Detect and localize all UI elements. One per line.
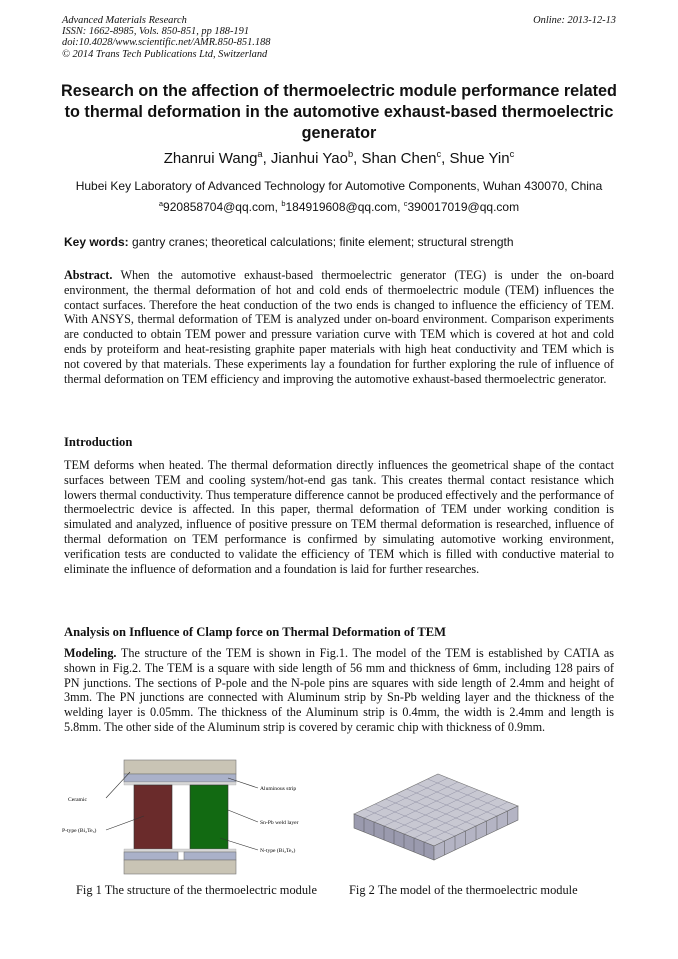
email-link[interactable]: 184919608@qq.com <box>285 200 398 214</box>
email-sup: c <box>403 199 408 208</box>
email-link[interactable]: 390017019@qq.com <box>407 200 520 214</box>
email-sup: b <box>281 199 286 208</box>
figure-1-structure-diagram <box>62 758 334 882</box>
figure-2-caption: Fig 2 The model of the thermoelectric module <box>349 883 578 897</box>
bottom-aluminous-strip-left <box>124 852 178 860</box>
issn: ISSN: 1662-8985, Vols. 850-851, pp 188-191 <box>62 26 250 38</box>
author: Jianhui Yao <box>270 150 348 167</box>
affiliation: Hubei Key Laboratory of Advanced Technology for Automotive Components, Wuhan 430070, China <box>75 179 603 193</box>
author: Zhanrui Wang <box>163 150 258 167</box>
journal-header <box>62 15 270 60</box>
paper-title: Research on the affection of thermoelectric module performance related to thermal deformation in the automotive exhaust-based thermoelectric generator <box>61 82 617 142</box>
snpb-leader <box>228 810 258 822</box>
analysis-heading: Analysis on Influence of Clamp force on Thermal Deformation of TEM <box>64 625 446 639</box>
journal-name: Advanced Materials Research <box>62 15 187 26</box>
author-sup: c <box>436 149 442 159</box>
author-list: Zhanrui Wang$^a$, Jianhui Yao$^b$, Shan Chen$^c$, Shue Yin$^c$ <box>163 149 515 167</box>
introduction-text: TEM deforms when heated. The thermal deformation directly influences the geometrical shape of the contact surfaces between TEM and cooling system/hot-end gas tank. This creates thermal contact resistance which lowers thermal conductivity. Thus temperature difference cannot be produced effectively and the performance of thermoelectric device is affected. In this paper, thermal deformation of TEM under working condition is simulated and analyzed, influence of positive pressure on TEM thermal deformation is researched, influence of thermal deformation on TEM performance is confirmed by simulating automotive working environment, verification tests are conducted to validate the efficiency of TEM which is filled with conductive material to eliminate the influence of deformation and a foundation is laid for further researches. <box>64 458 614 576</box>
email-link[interactable]: 920858704@qq.com <box>163 200 275 214</box>
modeling-paragraph <box>64 646 614 735</box>
author-sup: b <box>347 149 354 159</box>
email-list: $^a$920858704@qq.com, $^b$184919608@qq.com, $^c$390017019@qq.com <box>158 199 520 214</box>
top-aluminous-strip <box>124 774 236 782</box>
online-date: Online: 2013-12-13 <box>533 15 616 26</box>
doi: doi:10.4028/www.scientific.net/AMR.850-851.188 <box>62 37 271 49</box>
label-snpb: Sn-Pb weld layer <box>260 820 299 826</box>
bottom-weld-layer <box>124 849 236 852</box>
label-ceramic: Ceramic <box>68 797 87 803</box>
abstract-text: When the automotive exhaust-based thermoelectric generator (TEG) is under the on-board environment, the thermal deformation of hot and cold ends of thermoelectric module (TEM) influences the contact surfaces. Therefore the heat conduction of the two ends is changed to influence the efficiency of TEM. With ANSYS, thermal deformation of TEM is analyzed under on-board environment. Comparison experiments are conducted to obtain TEM power and pressure variation curve with TEM which is covered at hot and cold ends by proteiform and heat-resisting graphite paper materials with high heat conductivity and TEM which is not covered by that materials. These experiments lay a foundation for further exploring the rule of influence of thermal deformation on TEM efficiency and improving the automotive exhaust-based thermoelectric generator. <box>64 268 614 386</box>
keywords-label: Key words: <box>64 235 129 249</box>
author-sup: c <box>509 149 515 159</box>
abstract-label: Abstract. <box>64 268 113 282</box>
keywords <box>64 235 624 249</box>
author-sup: a <box>257 149 263 159</box>
email-sup: a <box>158 199 164 208</box>
label-ptype: P-type (Bi₂Te₃) <box>62 828 97 834</box>
keywords-text: gantry cranes; theoretical calculations; finite element; structural strength <box>132 235 514 249</box>
author: Shan Chen <box>361 150 437 167</box>
n-type-leg <box>190 785 228 849</box>
figure-1-caption: Fig 1 The structure of the thermoelectric module <box>76 883 317 897</box>
label-ntype: N-type (Bi₂Te₃) <box>260 848 296 854</box>
figure-2-3d-model <box>350 768 522 864</box>
abstract <box>64 268 614 386</box>
author: Shue Yin <box>449 150 510 167</box>
label-aluminous: Aluminous strip <box>260 786 297 792</box>
bottom-ceramic-plate <box>124 860 236 874</box>
bottom-aluminous-strip-right <box>184 852 236 860</box>
top-ceramic-plate <box>124 760 236 774</box>
introduction-heading: Introduction <box>64 435 133 449</box>
modeling-text: The structure of the TEM is shown in Fig.1. The model of the TEM is established by CATIA as shown in Fig.2. The TEM is a square with side length of 56 mm and thickness of 6mm, including 128 pairs of PN junctions. The sections of P-pole and the N-pole pins are squares with side length of 2.4mm and height of 3mm. The PN junctions are connected with Aluminum strip by Sn-Pb welding layer and the thickness of the welding layer is 0.05mm. The thickness of the Aluminum strip is 0.4mm, the width is 2.4mm and length is 5.8mm. The other side of the Aluminum strip is covered by ceramic chip with thickness of 0.9mm. <box>64 646 614 734</box>
top-weld-layer <box>124 782 236 785</box>
modeling-label: Modeling. <box>64 646 117 660</box>
p-type-leg <box>134 785 172 849</box>
copyright: © 2014 Trans Tech Publications Ltd, Switzerland <box>62 48 268 60</box>
